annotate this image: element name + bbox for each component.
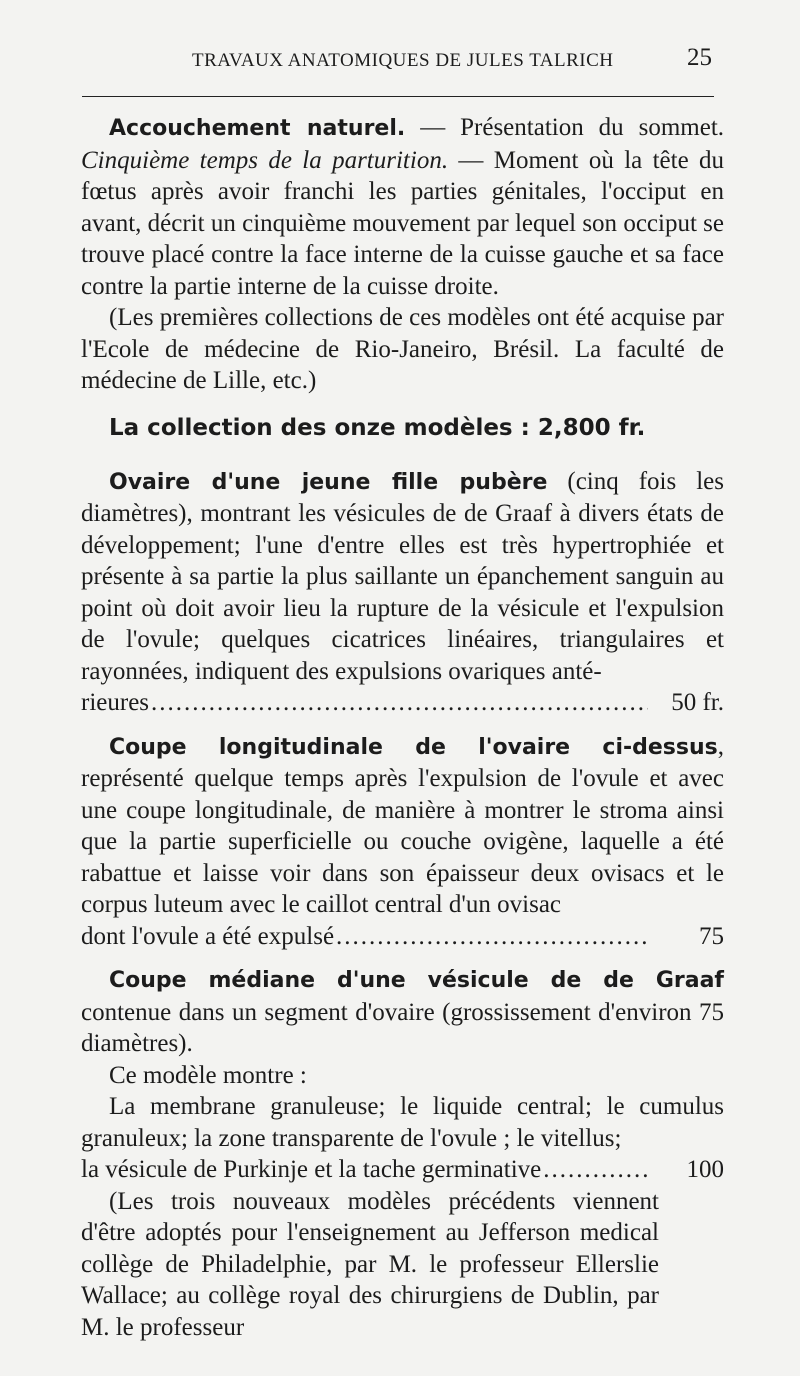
entry-intro: Ce modèle montre :: [109, 1061, 307, 1089]
entry-text: — Moment où la tête du fœtus après avoir franchi les parties génitales, l'occiput en avant, décrit un cinquième mouvement par lequel son occiput se trouve placé contre la face interne de la cuisse gauche et sa face contre la partie interne de la cuisse droite.: [81, 146, 725, 300]
page-header: [80, 44, 720, 78]
price: 100: [686, 1156, 724, 1183]
entry-heading: Coupe longitudinale de l'ovaire ci-dessus: [109, 734, 718, 760]
entry-accouchement: [81, 112, 724, 302]
entry-ovaire: [81, 466, 724, 688]
entry-text: — Présentation du sommet.: [405, 114, 725, 141]
page-number: 25: [687, 44, 712, 71]
price: 75: [699, 922, 724, 950]
entry-italic: Cinquième temps de la parturition.: [81, 146, 449, 174]
entry-coupe-longitudinale: [81, 731, 724, 921]
price-line: [81, 921, 724, 953]
entry-heading: Coupe médiane d'une vésicule de de Graaf: [109, 968, 724, 993]
entry-text: , représenté quelque temps après l'expulsion de l'ovule et avec une coupe longitudinale, de manière à montrer le stroma ainsi que la partie superficielle ou couche ovigène, laquelle a été rabattue et laisse voir dans son épaisseur deux ovisacs et le corpus luteum avec le caillot central d'un ovisac: [81, 732, 724, 918]
leader-dots: [336, 921, 648, 953]
note-collections: (Les premières collections de ces modèles ont été acquise par l'Ecole de médecine de Rio-Janeiro, Brésil. La faculté de médecine de Lille, etc.): [81, 304, 724, 394]
entry-last-line: la vésicule de Purkinje et la tache germinative: [81, 1156, 542, 1183]
entry-last-line: rieures: [81, 689, 150, 716]
entry-last-line: dont l'ovule a été expulsé: [81, 922, 335, 950]
leader-dots: [543, 1154, 648, 1186]
entry-heading: Accouchement naturel.: [109, 116, 406, 141]
collection-price: La collection des onze modèles : 2,800 fr.: [109, 414, 646, 441]
note-adoption: (Les trois nouveaux modèles précédents viennent d'être adoptés pour l'enseignement au Jefferson medical collège de Philadelphie, par M. le professeur Ellerslie Wallace; au collège royal des chirurgiens de Dublin, par M. le professeur: [81, 1187, 659, 1341]
price-line: [81, 1154, 724, 1186]
page-body: [81, 112, 724, 1343]
running-title: TRAVAUX ANATOMIQUES DE JULES TALRICH: [192, 50, 614, 71]
entry-list: La membrane granuleuse; le liquide central; le cumulus granuleux; la zone transparente de l'ovule ; le vitellus;: [81, 1093, 724, 1152]
entry-coupe-mediane: [81, 964, 724, 1060]
price: 50 fr.: [671, 689, 724, 716]
price-line: [81, 687, 724, 719]
header-rule: [82, 96, 714, 97]
entry-heading: Ovaire d'une jeune fille pubère: [109, 469, 548, 495]
entry-text: (cinq fois les diamètres), montrant les vésicules de de Graaf à divers états de développement; l'une d'entre elles est très hypertrophiée et présente à sa partie la plus saillante un épanchement sanguin au point où doit avoir lieu la rupture de la vésicule et l'expulsion de l'ovule; quelques cicatrices linéaires, triangulaires et rayonnées, indiquent des expulsions ovariques anté-: [81, 467, 724, 685]
leader-dots: [151, 687, 648, 719]
entry-text: contenue dans un segment d'ovaire (grossissement d'environ 75 diamètres).: [81, 998, 724, 1057]
